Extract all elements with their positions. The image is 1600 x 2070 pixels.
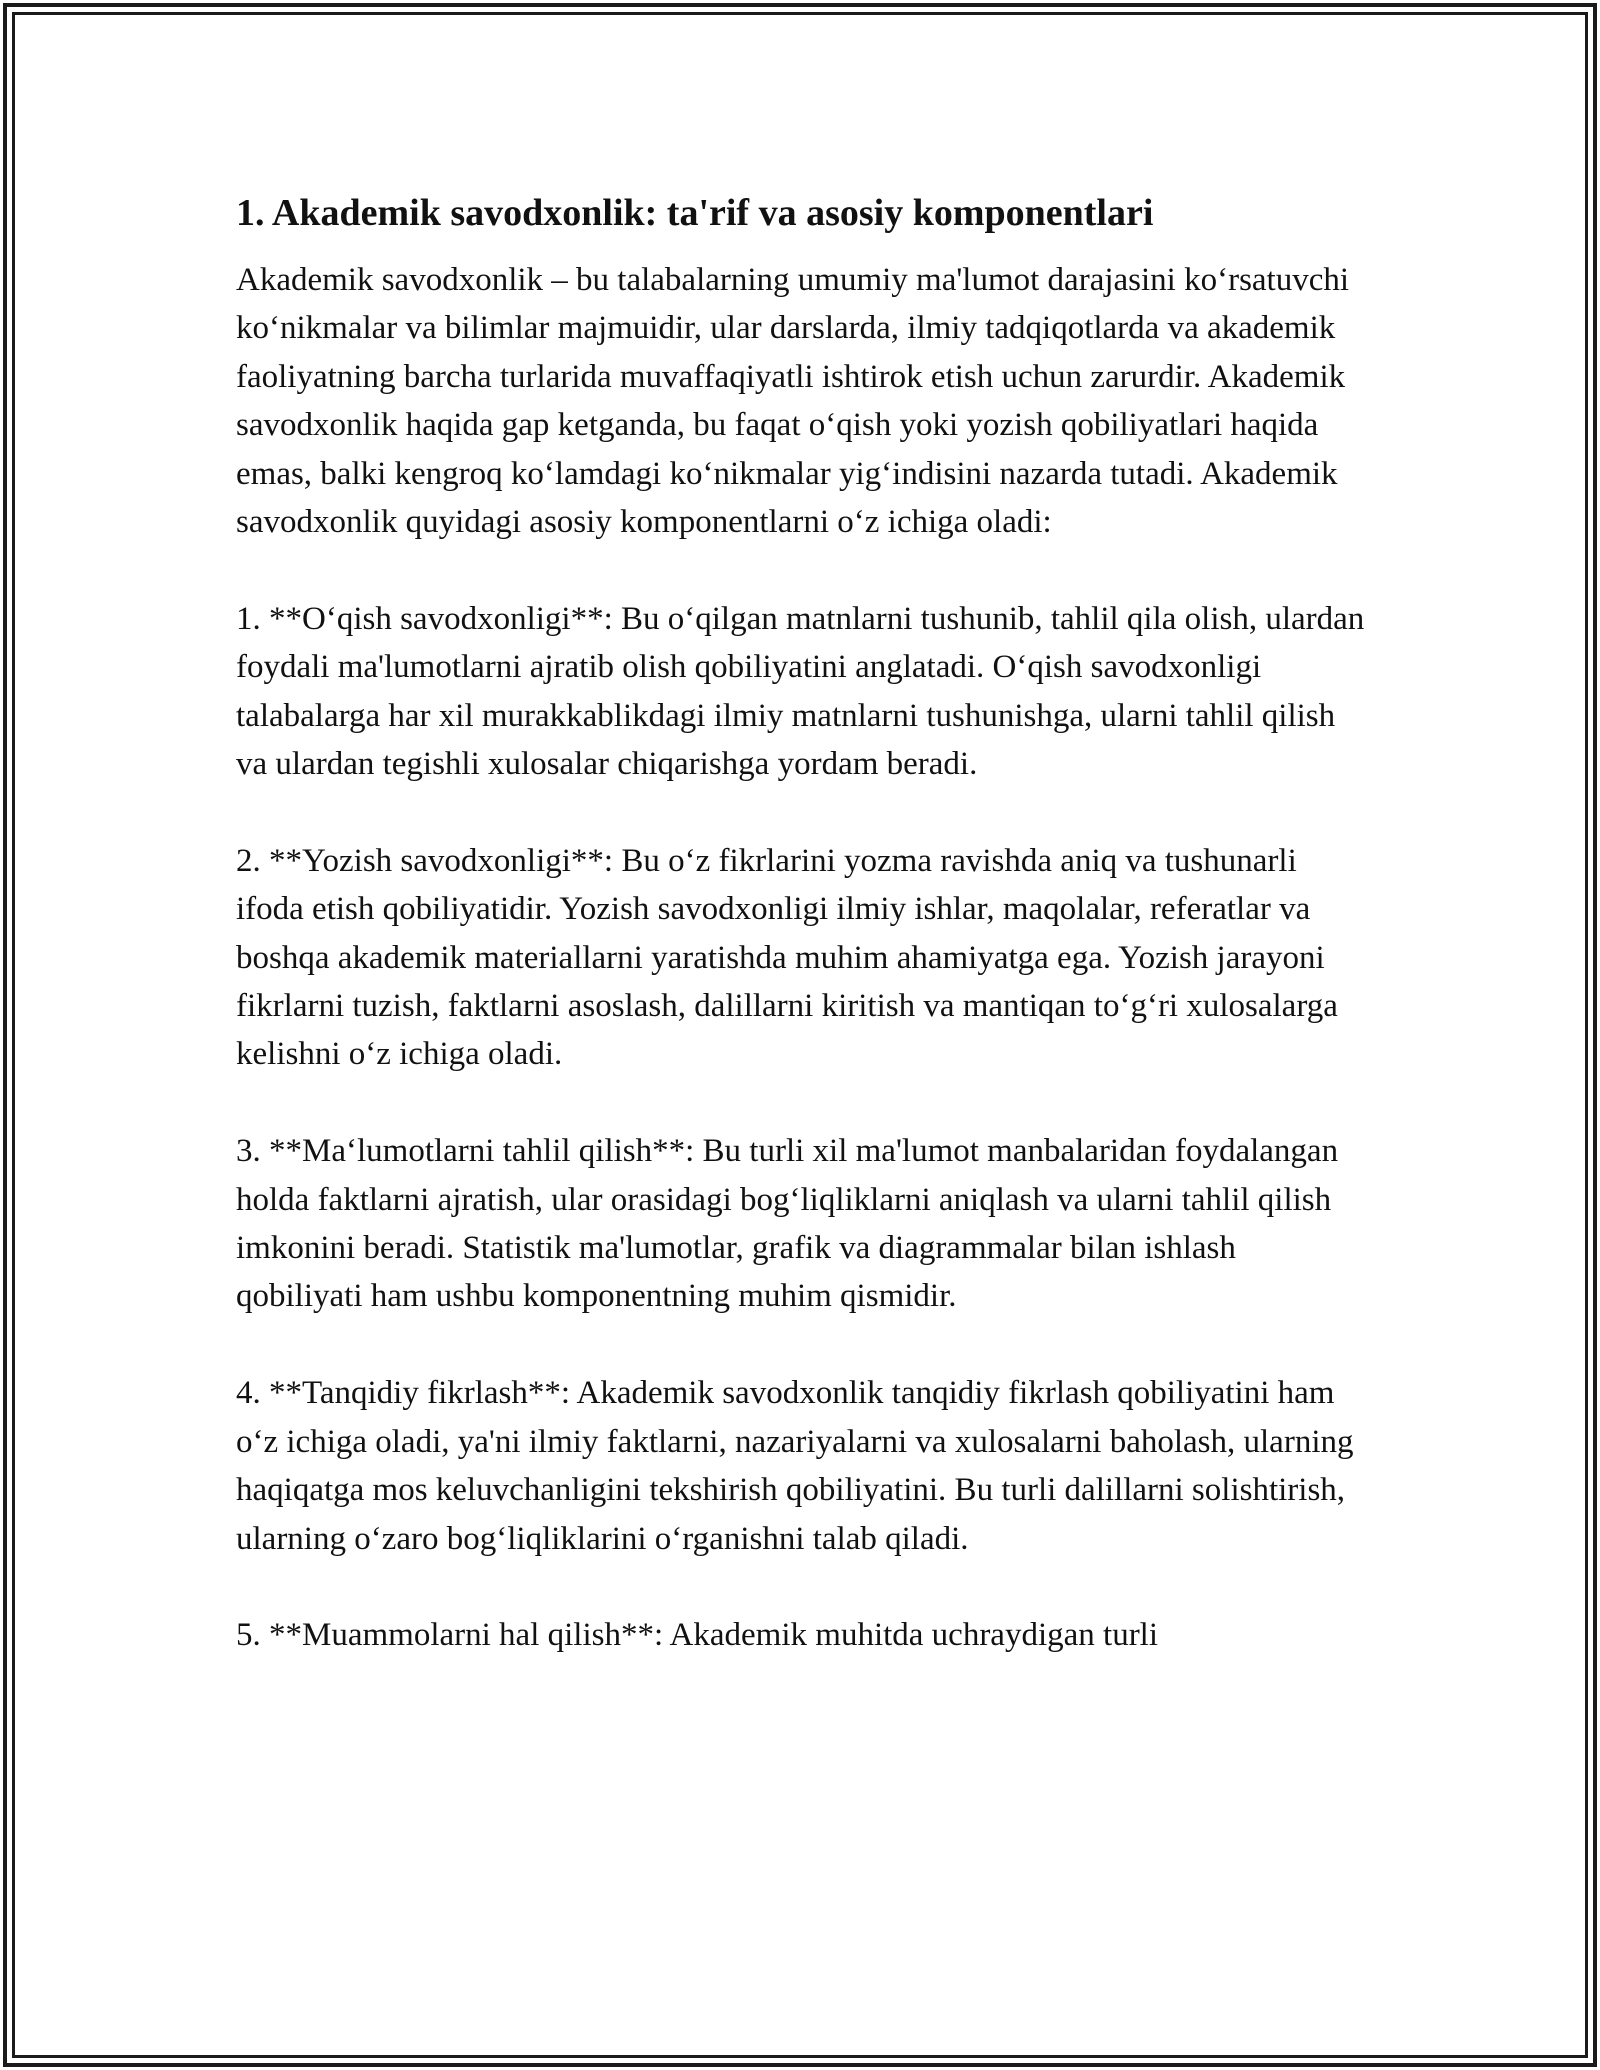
section-heading: 1. Akademik savodxonlik: ta'rif va asosiy komponentlari bbox=[236, 192, 1154, 234]
component-item-reading: 1. **O‘qish savodxonligi**: Bu o‘qilgan matnlarni tushunib, tahlil qila olish, ulardan foydali ma'lumotlarni ajratib olish qobiliyatini anglatadi. O‘qish savodxonligi talabalarga har xil murakkablikdagi ilmiy matnlarni tushunishga, ularni tahlil qilish va ulardan tegishli xulosalar chiqarishga yordam beradi. bbox=[236, 600, 1365, 783]
component-item-writing: 2. **Yozish savodxonligi**: Bu o‘z fikrlarini yozma ravishda aniq va tushunarli ifoda etish qobiliyatidir. Yozish savodxonligi ilmiy ishlar, maqolalar, referatlar va boshqa akademik materiallarni yaratishda muhim ahamiyatga ega. Yozish jarayoni fikrlarni tuzish, faktlarni asoslash, dalillarni kiritish va mantiqan to‘g‘ri xulosalarga kelishni o‘z ichiga oladi. bbox=[236, 842, 1338, 1073]
component-item-critical-thinking: 4. **Tanqidiy fikrlash**: Akademik savodxonlik tanqidiy fikrlash qobiliyatini ham o‘z ichiga oladi, ya'ni ilmiy faktlarni, nazariyalarni va xulosalarni baholash, ularning haqiqatga mos keluvchanligini tekshirish qobiliyatini. Bu turli dalillarni solishtirish, ularning o‘zaro bog‘liqliklarini o‘rganishni talab qiladi. bbox=[236, 1375, 1354, 1557]
intro-paragraph: Akademik savodxonlik – bu talabalarning umumiy ma'lumot darajasini ko‘rsatuvchi ko‘nikmalar va bilimlar majmuidir, ular darslarda, ilmiy tadqiqotlarda va akademik faoliyatning barcha turlarida muvaffaqiyatli ishtirok etish uchun zarurdir. Akademik savodxonlik haqida gap ketganda, bu faqat o‘qish yoki yozish qobiliyatlari haqida emas, balki kengroq ko‘lamdagi ko‘nikmalar yig‘indisini nazarda tutadi. Akademik savodxonlik quyidagi asosiy komponentlarni o‘z ichiga oladi: bbox=[236, 262, 1350, 541]
document-body bbox=[236, 188, 1366, 1660]
component-item-problem-solving: 5. **Muammolarni hal qilish**: Akademik muhitda uchraydigan turli bbox=[236, 1617, 1159, 1654]
component-item-data-analysis: 3. **Ma‘lumotlarni tahlil qilish**: Bu turli xil ma'lumot manbalaridan foydalangan holda faktlarni ajratish, ular orasidagi bog‘liqliklarni aniqlash va ularni tahlil qilish imkonini beradi. Statistik ma'lumotlar, grafik va diagrammalar bilan ishlash qobiliyati ham ushbu komponentning muhim qismidir. bbox=[236, 1133, 1339, 1315]
